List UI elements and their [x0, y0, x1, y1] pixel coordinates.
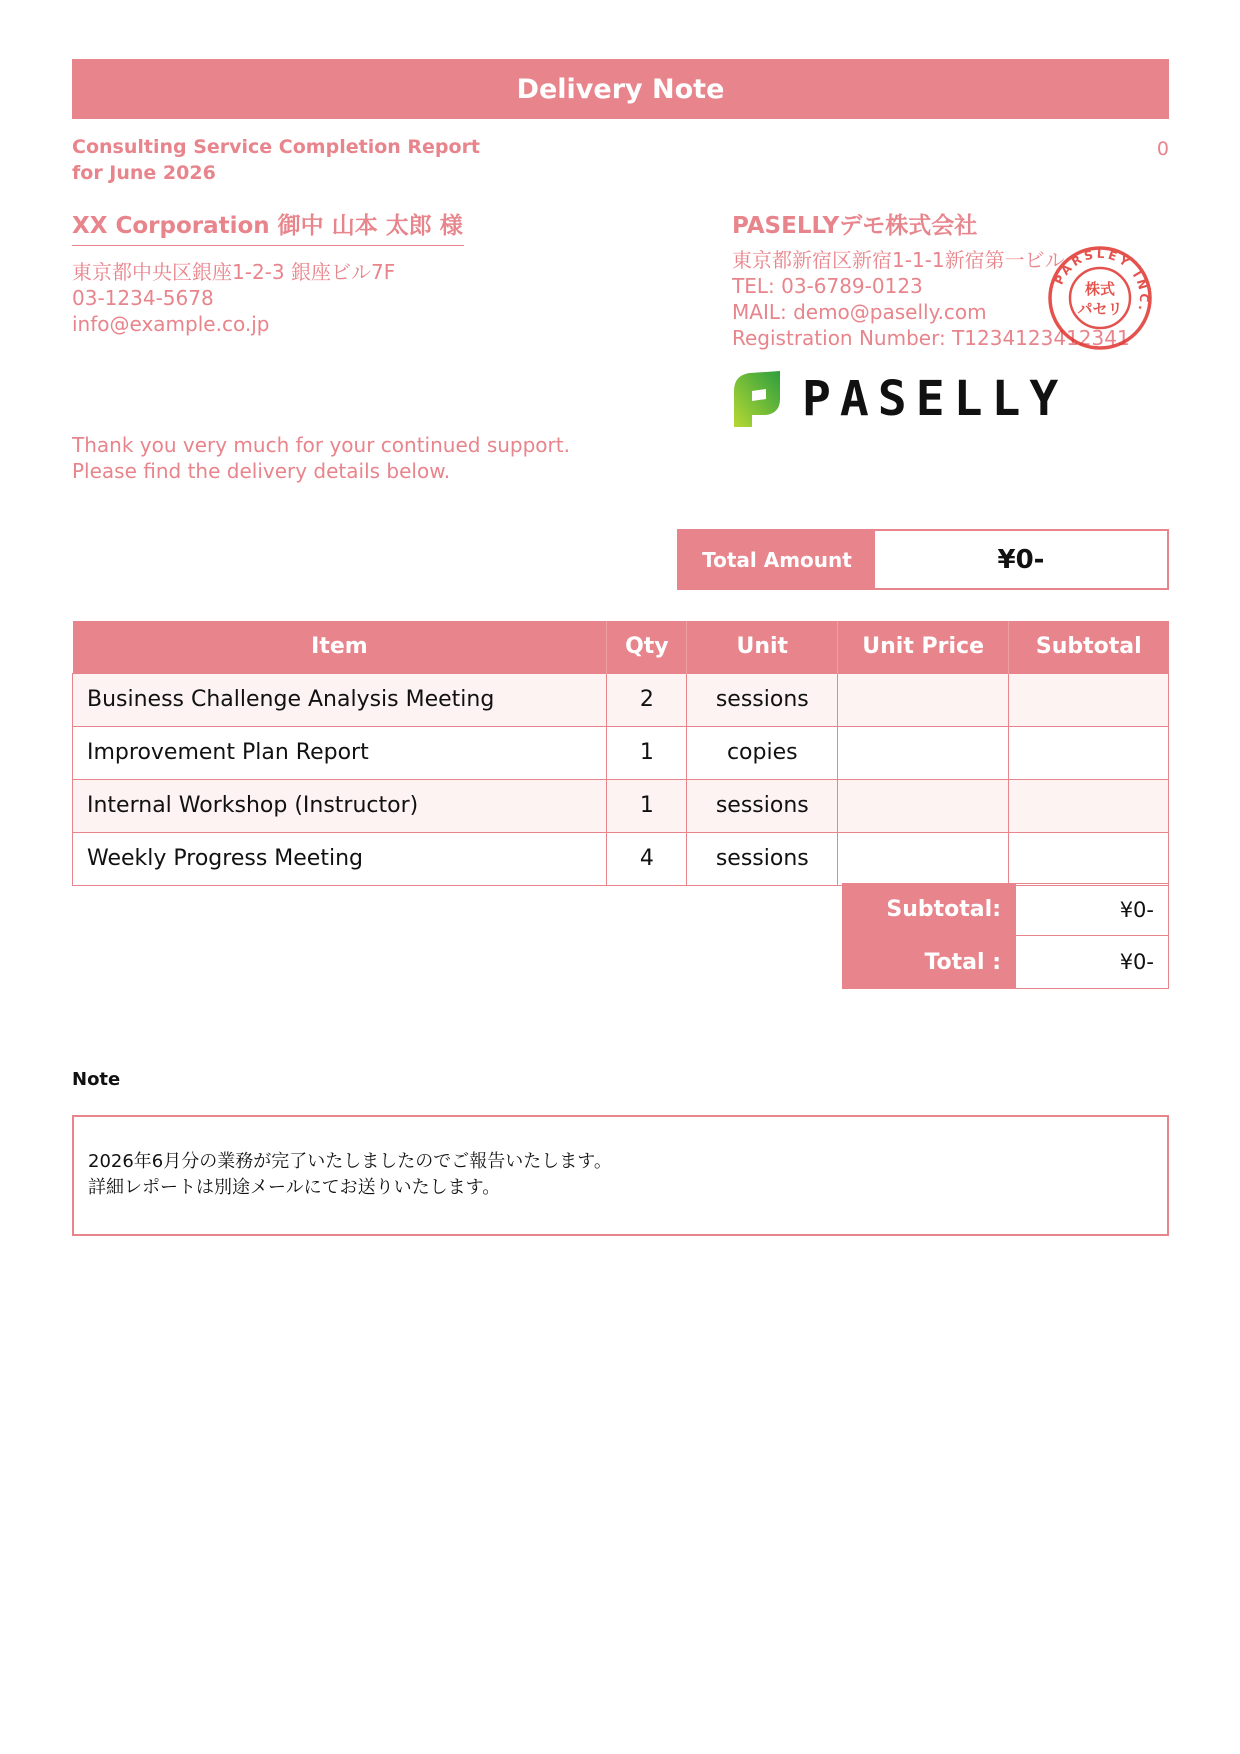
greeting-line: Please find the delivery details below. [72, 459, 451, 483]
cell-qty: 2 [607, 673, 687, 726]
issuer-name: PASELLYデモ株式会社 [732, 213, 978, 239]
note-line: 詳細レポートは別途メールにてお送りいたします。 [88, 1177, 501, 1198]
column-header-unit: Unit [687, 621, 838, 673]
cell-unit-price [838, 726, 1009, 779]
note-line: 2026年6月分の業務が完了いたしましたのでご報告いたします。 [88, 1151, 612, 1172]
total-amount-value: ¥0- [997, 544, 1045, 575]
summary-block [842, 883, 1169, 989]
logo-wordmark: PASELLY [802, 371, 1068, 427]
table-row [73, 832, 1169, 885]
seal-text-bottom: パセリ [1077, 300, 1123, 318]
total-amount-box [677, 529, 1169, 590]
cell-subtotal [1009, 832, 1169, 885]
document-subject: Consulting Service Completion Report for June 2026 [72, 136, 481, 184]
cell-subtotal [1009, 779, 1169, 832]
column-header-unit-price: Unit Price [838, 621, 1009, 673]
total-value: ¥0- [1015, 936, 1169, 989]
table-row [73, 726, 1169, 779]
greeting-text [72, 432, 570, 484]
issuer-tel: TEL: 03-6789-0123 [732, 274, 923, 298]
note-box [72, 1115, 1169, 1236]
seal-roman-text: PARSLEY INC. [1051, 246, 1152, 316]
total-amount-label: Total Amount [679, 531, 875, 588]
subtotal-row [842, 883, 1169, 936]
cell-unit-price [838, 832, 1009, 885]
note-heading: Note [72, 1069, 121, 1090]
total-row [842, 936, 1169, 989]
recipient-block [72, 212, 464, 337]
document-number: 0 [1156, 138, 1169, 160]
issuer-address: 東京都新宿区新宿1-1-1新宿第一ビル [732, 248, 1065, 272]
cell-subtotal [1009, 726, 1169, 779]
table-row [73, 673, 1169, 726]
cell-qty: 1 [607, 779, 687, 832]
table-header-row [73, 621, 1169, 673]
recipient-address: 東京都中央区銀座1-2-3 銀座ビル7F [72, 260, 396, 284]
cell-unit: sessions [687, 779, 838, 832]
cell-item: Internal Workshop (Instructor) [73, 779, 607, 832]
column-header-subtotal: Subtotal [1009, 621, 1169, 673]
issuer-registration: Registration Number: T1234123412341 [732, 326, 1130, 350]
cell-unit: copies [687, 726, 838, 779]
recipient-phone: 03-1234-5678 [72, 286, 214, 310]
cell-unit-price [838, 779, 1009, 832]
seal-text-top: 株式 [1084, 280, 1116, 298]
column-header-item: Item [73, 621, 607, 673]
company-logo [730, 368, 1080, 430]
cell-item: Weekly Progress Meeting [73, 832, 607, 885]
page-title: Delivery Note [72, 59, 1169, 119]
table-row [73, 779, 1169, 832]
cell-qty: 1 [607, 726, 687, 779]
subtotal-label: Subtotal: [842, 883, 1015, 936]
cell-item: Business Challenge Analysis Meeting [73, 673, 607, 726]
logo-leaf-icon [730, 369, 786, 429]
recipient-name: XX Corporation 御中 山本 太郎 様 [72, 212, 464, 246]
cell-unit: sessions [687, 673, 838, 726]
company-seal-stamp [1046, 244, 1154, 352]
cell-unit: sessions [687, 832, 838, 885]
cell-unit-price [838, 673, 1009, 726]
cell-subtotal [1009, 673, 1169, 726]
subtotal-value: ¥0- [1015, 883, 1169, 936]
recipient-email: info@example.co.jp [72, 312, 270, 336]
column-header-qty: Qty [607, 621, 687, 673]
greeting-line: Thank you very much for your continued support. [72, 433, 570, 457]
issuer-mail: MAIL: demo@paselly.com [732, 300, 987, 324]
items-table [72, 621, 1169, 886]
total-label: Total : [842, 936, 1015, 989]
recipient-info [72, 259, 464, 337]
cell-qty: 4 [607, 832, 687, 885]
cell-item: Improvement Plan Report [73, 726, 607, 779]
